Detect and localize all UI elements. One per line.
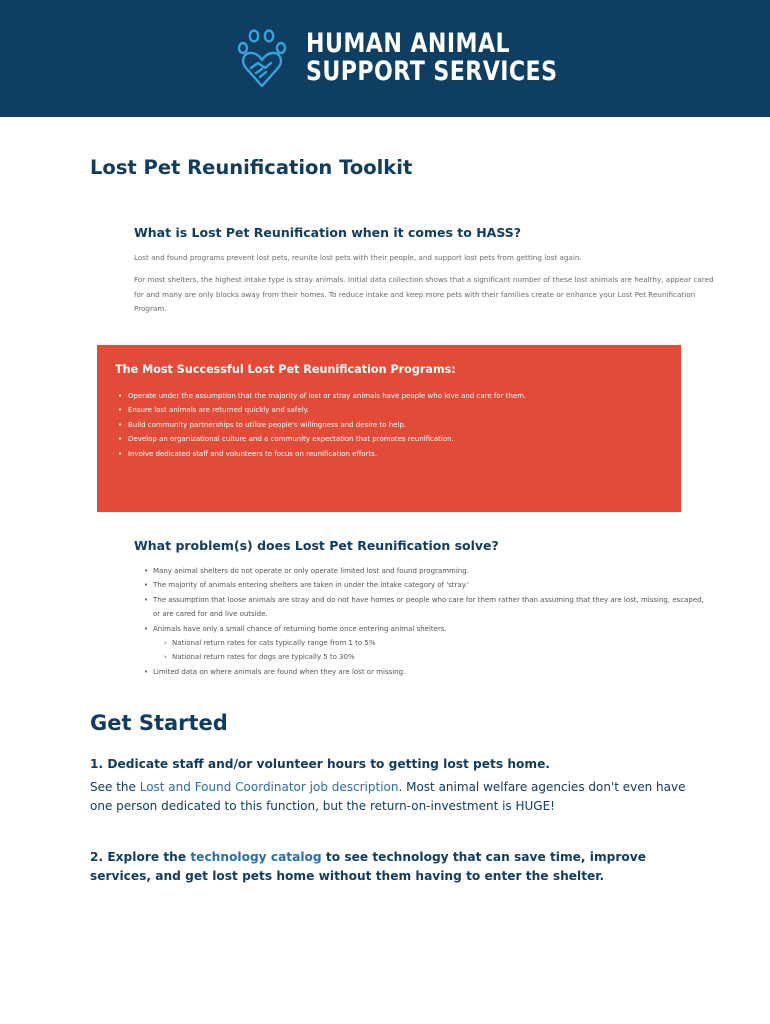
successful-programs-list (121, 389, 526, 461)
logo-line-2: SUPPORT SERVICES (306, 56, 558, 87)
successful-programs-title: The Most Successful Lost Pet Reunification Programs: (115, 363, 456, 376)
list-item: • Build community partnerships to utilize people's willingness and desire to help. (121, 418, 526, 432)
list-item: • The assumption that loose animals are stray and do not have homes or people who care for them rather than assuming that they are lost, missing, escaped, (146, 593, 704, 607)
list-item: • Develop an organizational culture and a community expectation that promotes reunification. (121, 432, 526, 446)
logo-line-1: HUMAN ANIMAL (306, 28, 511, 59)
technology-catalog-link[interactable]: technology catalog (190, 850, 322, 864)
step-1-heading: 1. Dedicate staff and/or volunteer hours to getting lost pets home. (90, 757, 550, 771)
step-2-text-pre: 2. Explore the (90, 850, 191, 864)
what-is-para-2-line-1: For most shelters, the highest intake type is stray animals. Initial data collection shows that a significant number of these lost animals are healthy, appear cared (134, 275, 714, 284)
paw-heart-handshake-icon (234, 26, 298, 90)
what-is-para-2-line-2: for and many are only blocks away from their homes. To reduce intake and keep more pets with their families create or enhance your Lost Pet Reunification (134, 290, 696, 299)
problems-list (146, 564, 704, 679)
get-started-heading: Get Started (90, 711, 228, 735)
what-is-heading: What is Lost Pet Reunification when it comes to HASS? (134, 225, 522, 240)
site-header (0, 0, 770, 117)
list-item: • Limited data on where animals are found when they are lost or missing. (146, 665, 704, 679)
problems-heading: What problem(s) does Lost Pet Reunification solve? (134, 538, 499, 553)
list-item: • The majority of animals entering shelters are taken in under the intake category of 'stray.' (146, 578, 704, 592)
logo-wordmark[interactable] (306, 30, 557, 86)
sub-list-item: › National return rates for dogs are typically 5 to 30% (146, 650, 704, 664)
step-1-description (90, 778, 690, 816)
page-title: Lost Pet Reunification Toolkit (90, 156, 413, 179)
list-item: • Many animal shelters do not operate or only operate limited lost and found programming. (146, 564, 704, 578)
what-is-para-2-line-3: Program. (134, 304, 167, 313)
job-description-link[interactable]: Lost and Found Coordinator job description (139, 780, 399, 794)
step-2-heading (90, 848, 690, 886)
list-item: • Involve dedicated staff and volunteers to focus on reunification efforts. (121, 447, 526, 461)
list-item: • Operate under the assumption that the majority of lost or stray animals have people who love and care for them. (121, 389, 526, 403)
successful-programs-callout (97, 345, 681, 512)
what-is-para-1: Lost and found programs prevent lost pets, reunite lost pets with their people, and support lost pets from getting lost again. (134, 253, 582, 262)
list-item: • Ensure lost animals are returned quickly and safely. (121, 403, 526, 417)
sub-list-item: › National return rates for cats typically range from 1 to 5% (146, 636, 704, 650)
step-1-text-pre: See the (90, 780, 140, 794)
step-1-text-post: . Most animal welfare agencies don't even have one person dedicated to this function, but the return-on-investment is HUGE! (90, 780, 686, 813)
list-item-continuation: or are cared for and live outside. (153, 610, 268, 619)
step-2-text-post: to see technology that can save time, improve services, and get lost pets home without them having to enter the shelter. (90, 850, 646, 883)
list-item: • Animals have only a small chance of returning home once entering animal shelters. (146, 622, 704, 636)
